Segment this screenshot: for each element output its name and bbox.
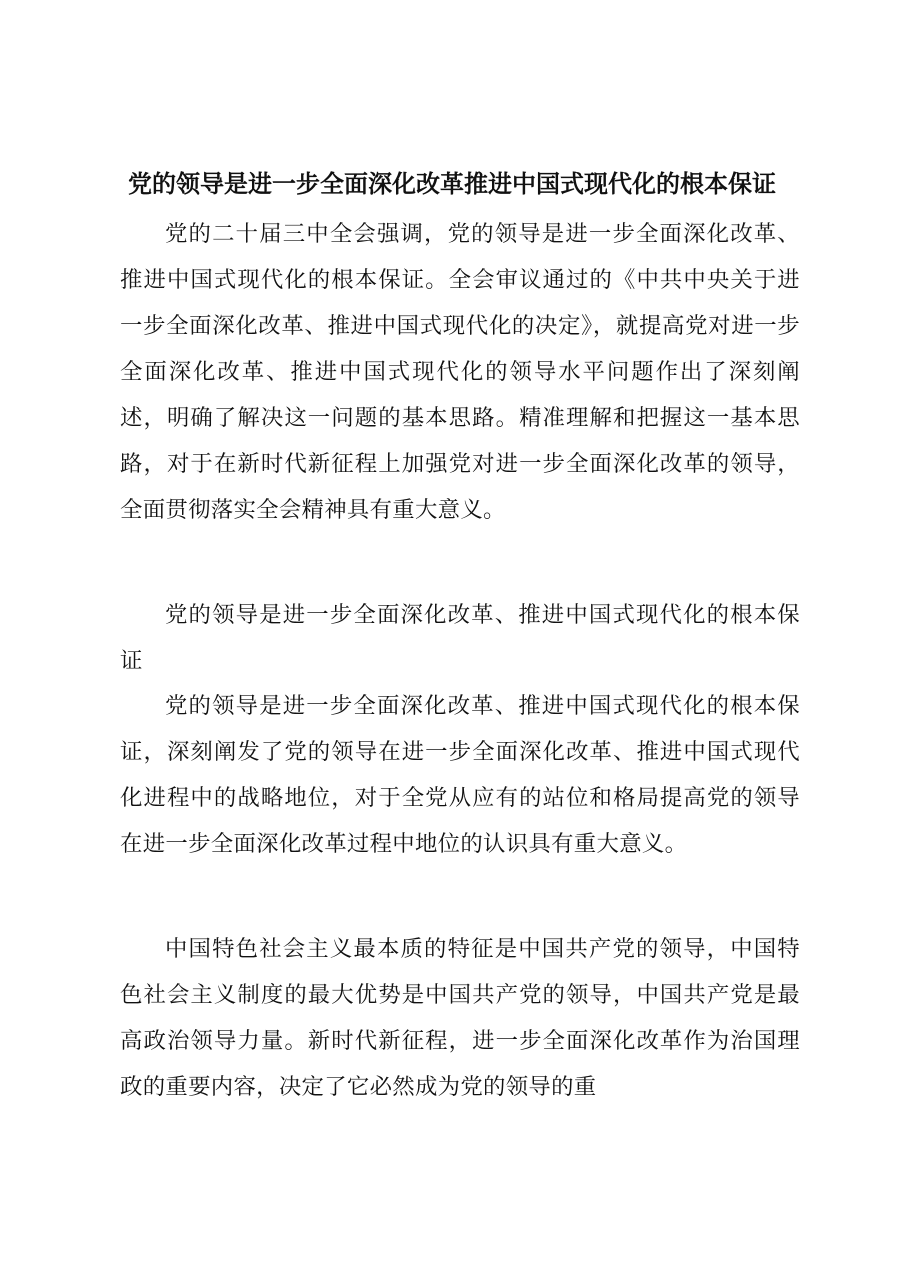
document-title: 党的领导是进一步全面深化改革推进中国式现代化的根本保证 [128, 169, 776, 198]
paragraph-essential-feature: 中国特色社会主义最本质的特征是中国共产党的领导，中国特色社会主义制度的最大优势是中国共产党的领导，中国共产党是最高政治领导力量。新时代新征程，进一步全面深化改革作为治国理政的重要内容，决定了它必然成为党的领导的重 [120, 936, 800, 1100]
paragraph-strategic-position: 党的领导是进一步全面深化改革、推进中国式现代化的根本保证，深刻阐发了党的领导在进一步全面深化改革、推进中国式现代化进程中的战略地位，对于全党从应有的站位和格局提高党的领导在进一步全面深化改革过程中地位的认识具有重大意义。 [120, 693, 800, 857]
paragraph-section-heading: 党的领导是进一步全面深化改革、推进中国式现代化的根本保证 [120, 602, 800, 674]
paragraph-intro: 党的二十届三中全会强调，党的领导是进一步全面深化改革、推进中国式现代化的根本保证。全会审议通过的《中共中央关于进一步全面深化改革、推进中国式现代化的决定》，就提高党对进一步全面深化改革、推进中国式现代化的领导水平问题作出了深刻阐述，明确了解决这一问题的基本思路。精准理解和把握这一基本思路，对于在新时代新征程上加强党对进一步全面深化改革的领导，全面贯彻落实全会精神具有重大意义。 [120, 221, 800, 523]
